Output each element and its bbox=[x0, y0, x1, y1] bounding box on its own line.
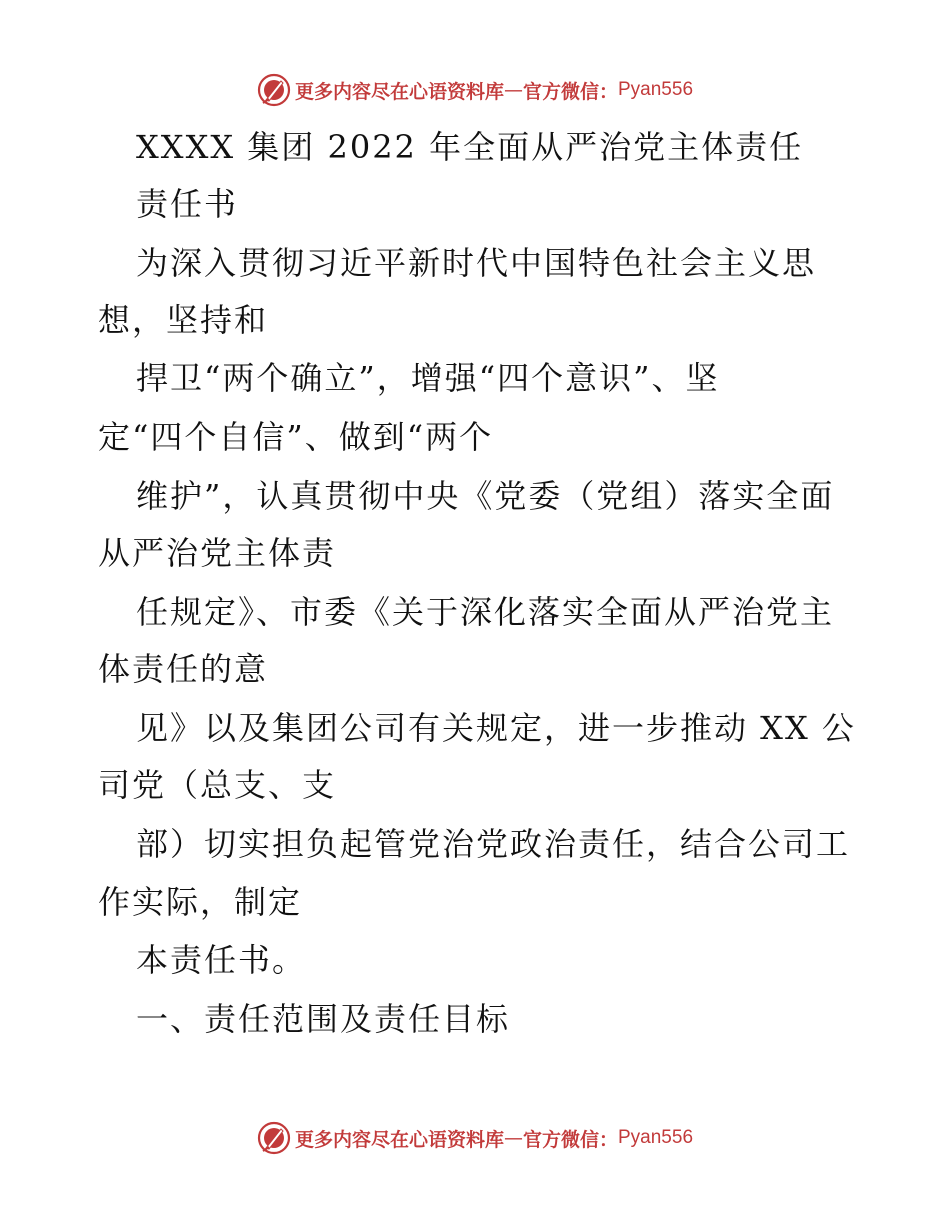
watermark-wechat-id: Pyan556 bbox=[618, 1127, 694, 1148]
doc-text-line: 本责任书。 bbox=[136, 941, 307, 979]
doc-title-line-1: XXXX 集团 2022 年全面从严治党主体责任 bbox=[136, 128, 804, 166]
doc-text-line: 定“四个自信”、做到“两个 bbox=[98, 418, 494, 456]
watermark-separator: — bbox=[503, 79, 523, 101]
doc-text-line: 想，坚持和 bbox=[98, 301, 269, 339]
doc-text-line: 司党（总支、支 bbox=[98, 766, 337, 804]
doc-text-line: 为深入贯彻习近平新时代中国特色社会主义思 bbox=[136, 244, 817, 282]
watermark-banner-top bbox=[0, 70, 950, 110]
doc-text-line: 作实际，制定 bbox=[98, 883, 303, 921]
section-heading: 一、责任范围及责任目标 bbox=[136, 1000, 511, 1038]
quill-seal-icon bbox=[257, 1121, 291, 1155]
doc-title-line-2: 责任书 bbox=[136, 185, 239, 223]
doc-text-line: 从严治党主体责 bbox=[98, 534, 337, 572]
doc-text-line: 任规定》、市委《关于深化落实全面从严治党主 bbox=[136, 593, 835, 631]
doc-text-line: 见》以及集团公司有关规定，进一步推动 XX 公 bbox=[136, 709, 856, 747]
doc-text-line: 体责任的意 bbox=[98, 650, 269, 688]
watermark-wechat-label: 官方微信： bbox=[522, 80, 618, 103]
watermark-text: 更多内容尽在心语资料库 bbox=[294, 80, 504, 103]
watermark-wechat-label: 官方微信： bbox=[522, 1128, 618, 1151]
doc-text-line: 捍卫“两个确立”，增强“四个意识”、坚 bbox=[136, 359, 720, 397]
watermark-separator: — bbox=[503, 1127, 523, 1149]
doc-text-line: 维护”，认真贯彻中央《党委（党组）落实全面 bbox=[136, 477, 835, 515]
watermark-wechat-id: Pyan556 bbox=[618, 79, 694, 100]
quill-seal-icon bbox=[257, 73, 291, 107]
watermark-banner-bottom bbox=[0, 1118, 950, 1158]
doc-text-line: 部）切实担负起管党治党政治责任，结合公司工 bbox=[136, 825, 851, 863]
watermark-text: 更多内容尽在心语资料库 bbox=[294, 1128, 504, 1151]
